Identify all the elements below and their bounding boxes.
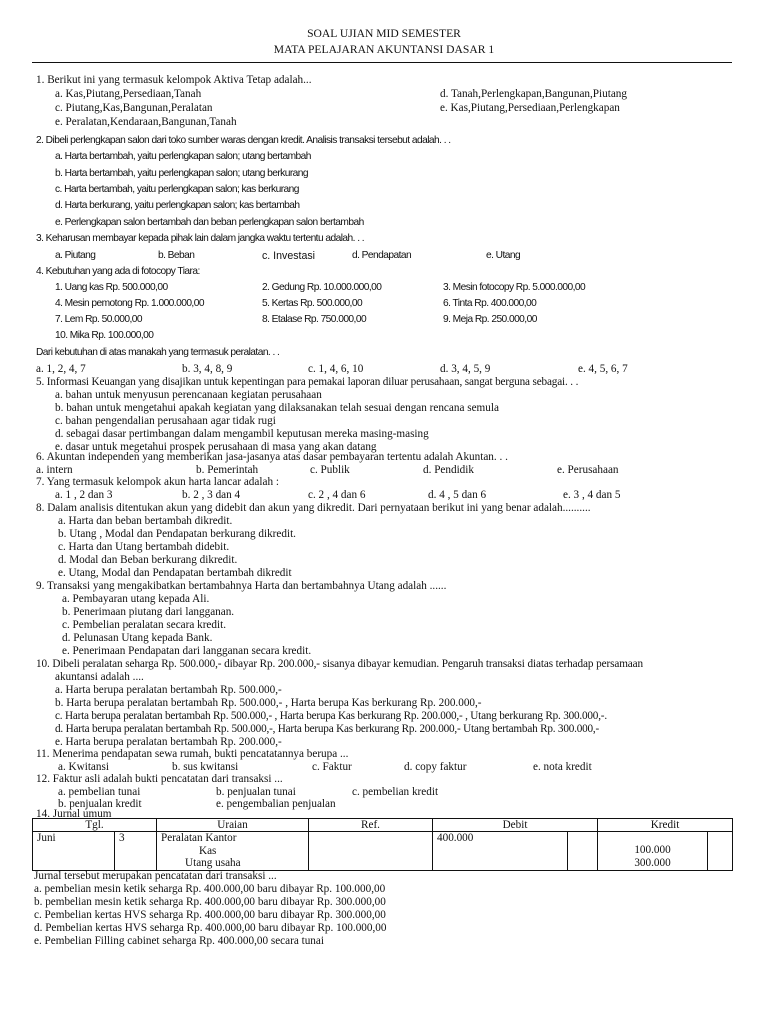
q10-option-a: a. Harta berupa peralatan bertambah Rp. 500.000,- bbox=[55, 684, 282, 696]
col-uraian: Uraian bbox=[157, 819, 309, 832]
q4-item-9: 9. Meja Rp. 250.000,00 bbox=[443, 314, 537, 325]
q12-option-d: b. penjualan kredit bbox=[58, 798, 142, 810]
q7-option-a: a. 1 , 2 dan 3 bbox=[55, 489, 113, 501]
q9-option-d: d. Pelunasan Utang kepada Bank. bbox=[62, 632, 213, 644]
cell-kredit-cents bbox=[708, 832, 733, 870]
q4-option-a: a. 1, 2, 4, 7 bbox=[36, 363, 86, 375]
q6-option-a: a. intern bbox=[36, 464, 73, 476]
q7-option-e: e. 3 , 4 dan 5 bbox=[563, 489, 621, 501]
q11-option-e: e. nota kredit bbox=[533, 761, 592, 773]
q14-option-a: a. pembelian mesin ketik seharga Rp. 400.000,00 baru dibayar Rp. 100.000,00 bbox=[34, 883, 386, 895]
q12-option-a: a. pembelian tunai bbox=[58, 786, 141, 798]
q14-option-c: c. Pembelian kertas HVS seharga Rp. 400.000,00 baru dibayar Rp. 300.000,00 bbox=[34, 909, 386, 921]
q9-option-a: a. Pembayaran utang kepada Ali. bbox=[62, 593, 210, 605]
col-kredit: Kredit bbox=[598, 819, 733, 832]
q2-option-e: e. Perlengkapan salon bertambah dan beban perlengkapan salon bertambah bbox=[55, 217, 364, 228]
journal-table bbox=[32, 818, 733, 871]
kredit-line-2: 300.000 bbox=[634, 856, 671, 869]
question-8: 8. Dalam analisis ditentukan akun yang didebit dan akun yang dikredit. Dari pernyataan berikut ini yang benar adalah.......... bbox=[36, 502, 591, 514]
q11-option-b: b. sus kwitansi bbox=[172, 761, 239, 773]
cell-day: 3 bbox=[115, 832, 157, 870]
q4-item-6: 6. Tinta Rp. 400.000,00 bbox=[443, 298, 537, 309]
q5-option-a: a. bahan untuk menyusun perencanaan kegiatan perusahaan bbox=[55, 389, 322, 401]
q4-item-4: 4. Mesin pemotong Rp. 1.000.000,00 bbox=[55, 298, 204, 309]
col-tgl: Tgl. bbox=[33, 819, 157, 832]
q5-option-e: e. dasar untuk megetahui prospek perusahaan di masa yang akan datang bbox=[55, 441, 377, 453]
q11-option-a: a. Kwitansi bbox=[58, 761, 109, 773]
header-rule bbox=[32, 62, 732, 63]
q8-option-a: a. Harta dan beban bertambah dikredit. bbox=[58, 515, 233, 527]
question-1: 1. Berikut ini yang termasuk kelompok Aktiva Tetap adalah... bbox=[36, 74, 312, 86]
q14-option-b: b. pembelian mesin ketik seharga Rp. 400.000,00 baru dibayar Rp. 300.000,00 bbox=[34, 896, 386, 908]
q8-option-e: e. Utang, Modal dan Pendapatan bertambah dikredit bbox=[58, 567, 292, 579]
col-debit: Debit bbox=[433, 819, 598, 832]
q2-option-a: a. Harta bertambah, yaitu perlengkapan salon; utang bertambah bbox=[55, 151, 311, 162]
q7-option-b: b. 2 , 3 dan 4 bbox=[182, 489, 241, 501]
q3-option-b: b. Beban bbox=[158, 250, 195, 261]
question-7: 7. Yang termasuk kelompok akun harta lancar adalah : bbox=[36, 476, 279, 488]
q4-option-b: b. 3, 4, 8, 9 bbox=[182, 363, 233, 375]
q4-item-1: 1. Uang kas Rp. 500.000,00 bbox=[55, 282, 168, 293]
exam-title: SOAL UJIAN MID SEMESTER bbox=[307, 27, 461, 40]
q4-option-d: d. 3, 4, 5, 9 bbox=[440, 363, 491, 375]
q7-option-d: d. 4 , 5 dan 6 bbox=[428, 489, 487, 501]
question-11: 11. Menerima pendapatan sewa rumah, bukti pencatatannya berupa ... bbox=[36, 748, 349, 760]
kredit-line-1: 100.000 bbox=[634, 844, 671, 857]
cell-ref bbox=[309, 832, 433, 870]
q4-item-2: 2. Gedung Rp. 10.000.000,00 bbox=[262, 282, 382, 293]
q3-option-a: a. Piutang bbox=[55, 250, 96, 261]
cell-uraian bbox=[157, 832, 309, 870]
q8-option-b: b. Utang , Modal dan Pendapatan berkurang dikredit. bbox=[58, 528, 296, 540]
question-10-cont: akuntansi adalah .... bbox=[55, 671, 144, 683]
q4-item-3: 3. Mesin fotocopy Rp. 5.000.000,00 bbox=[443, 282, 586, 293]
q14-subquestion: Jurnal tersebut merupakan pencatatan dari transaksi ... bbox=[34, 870, 277, 882]
q10-option-c: c. Harta berupa peralatan bertambah Rp. 500.000,- , Harta berupa Kas berkurang Rp. 200.000,- , Utang berkurang Rp. 300.000,-. bbox=[55, 710, 607, 722]
q9-option-b: b. Penerimaan piutang dari langganan. bbox=[62, 606, 235, 618]
q5-option-b: b. bahan untuk mengetahui apakah kegiatan yang dilaksanakan telah sesuai dengan rencana semula bbox=[55, 402, 499, 414]
q4-item-8: 8. Etalase Rp. 750.000,00 bbox=[262, 314, 367, 325]
q8-option-d: d. Modal dan Beban berkurang dikredit. bbox=[58, 554, 238, 566]
q11-option-c: c. Faktur bbox=[312, 761, 352, 773]
uraian-line-1: Peralatan Kantor bbox=[161, 832, 237, 845]
q6-option-c: c. Publik bbox=[310, 464, 350, 476]
q2-option-b: b. Harta bertambah, yaitu perlengkapan salon; utang berkurang bbox=[55, 168, 309, 179]
q11-option-d: d. copy faktur bbox=[404, 761, 467, 773]
q2-option-c: c. Harta bertambah, yaitu perlengkapan salon; kas berkurang bbox=[55, 184, 299, 195]
question-9: 9. Transaksi yang mengakibatkan bertambahnya Harta dan bertambahnya Utang adalah ...... bbox=[36, 580, 447, 592]
q4-item-10: 10. Mika Rp. 100.000,00 bbox=[55, 330, 154, 341]
journal-header-row bbox=[33, 819, 733, 832]
uraian-line-3: Utang usaha bbox=[185, 857, 241, 870]
q10-option-d: d. Harta berupa peralatan bertambah Rp. 500.000,-, Harta berupa Kas berkurang Rp. 200.000,- Utang bertambah Rp. 300.000,- bbox=[55, 723, 600, 735]
cell-debit-cents bbox=[568, 832, 598, 870]
col-ref: Ref. bbox=[309, 819, 433, 832]
q1-option-e2: e. Kas,Piutang,Persediaan,Perlengkapan bbox=[440, 102, 620, 114]
question-5: 5. Informasi Keuangan yang disajikan untuk kepentingan para pemakai laporan diluar perusahaan, sangat berguna sebagai. . . bbox=[36, 376, 579, 388]
q12-option-b: b. penjualan tunai bbox=[216, 786, 296, 798]
q4-subquestion: Dari kebutuhan di atas manakah yang termasuk peralatan. . . bbox=[36, 347, 280, 358]
q5-option-c: c. bahan pengendalian perusahaan agar tidak rugi bbox=[55, 415, 276, 427]
q3-option-c: c. Investasi bbox=[262, 250, 315, 262]
journal-row bbox=[33, 832, 733, 870]
question-10: 10. Dibeli peralatan seharga Rp. 500.000,- dibayar Rp. 200.000,- sisanya dibayar kemudian. Pengaruh transaksi diatas terhadap persamaan bbox=[36, 658, 644, 670]
cell-month: Juni bbox=[33, 832, 115, 870]
q14-option-d: d. Pembelian kertas HVS seharga Rp. 400.000,00 baru dibayar Rp. 100.000,00 bbox=[34, 922, 387, 934]
q12-option-c: c. pembelian kredit bbox=[352, 786, 439, 798]
q3-option-e: e. Utang bbox=[486, 250, 521, 261]
subject-title: MATA PELAJARAN AKUNTANSI DASAR 1 bbox=[273, 43, 495, 56]
q1-option-d: d. Tanah,Perlengkapan,Bangunan,Piutang bbox=[440, 88, 627, 100]
q10-option-e: e. Harta berupa peralatan bertambah Rp. 200.000,- bbox=[55, 736, 282, 748]
uraian-line-2: Kas bbox=[199, 844, 217, 857]
question-3: 3. Keharusan membayar kepada pihak lain dalam jangka waktu tertentu adalah. . . bbox=[36, 233, 365, 244]
q2-option-d: d. Harta berkurang, yaitu perlengkapan salon; kas bertambah bbox=[55, 200, 300, 211]
q12-option-e: e. pengembalian penjualan bbox=[216, 798, 336, 810]
q9-option-e: e. Penerimaan Pendapatan dari langganan secara kredit. bbox=[62, 645, 312, 657]
q9-option-c: c. Pembelian peralatan secara kredit. bbox=[62, 619, 226, 631]
q10-option-b: b. Harta berupa peralatan bertambah Rp. 500.000,- , Harta berupa Kas berkurang Rp. 200.000,- bbox=[55, 697, 482, 709]
q1-option-c: c. Piutang,Kas,Bangunan,Peralatan bbox=[55, 102, 213, 114]
q7-option-c: c. 2 , 4 dan 6 bbox=[308, 489, 366, 501]
q14-option-e: e. Pembelian Filling cabinet seharga Rp. 400.000,00 secara tunai bbox=[34, 935, 324, 947]
question-2: 2. Dibeli perlengkapan salon dari toko sumber waras dengan kredit. Analisis transaksi tersebut adalah. . . bbox=[36, 135, 451, 146]
q4-option-c: c. 1, 4, 6, 10 bbox=[308, 363, 364, 375]
question-4: 4. Kebutuhan yang ada di fotocopy Tiara: bbox=[36, 266, 200, 277]
question-12: 12. Faktur asli adalah bukti pencatatan dari transaksi ... bbox=[36, 773, 283, 785]
q3-option-d: d. Pendapatan bbox=[352, 250, 412, 261]
q4-option-e: e. 4, 5, 6, 7 bbox=[578, 363, 628, 375]
question-14: 14. Jurnal umum bbox=[36, 808, 112, 820]
q6-option-e: e. Perusahaan bbox=[557, 464, 619, 476]
q4-item-5: 5. Kertas Rp. 500.000,00 bbox=[262, 298, 363, 309]
q1-option-e: e. Peralatan,Kendaraan,Bangunan,Tanah bbox=[55, 116, 237, 128]
q8-option-c: c. Harta dan Utang bertambah didebit. bbox=[58, 541, 230, 553]
question-6: 6. Akuntan independen yang memberikan jasa-jasanya atas dasar pembayaran tertentu adalah Akuntan. . . bbox=[36, 451, 508, 463]
cell-debit: 400.000 bbox=[433, 832, 568, 870]
q1-option-a: a. Kas,Piutang,Persediaan,Tanah bbox=[55, 88, 202, 100]
q6-option-b: b. Pemerintah bbox=[196, 464, 259, 476]
cell-kredit bbox=[598, 832, 708, 870]
q4-item-7: 7. Lem Rp. 50.000,00 bbox=[55, 314, 142, 325]
q6-option-d: d. Pendidik bbox=[423, 464, 474, 476]
q5-option-d: d. sebagai dasar pertimbangan dalam mengambil keputusan mereka masing-masing bbox=[55, 428, 429, 440]
